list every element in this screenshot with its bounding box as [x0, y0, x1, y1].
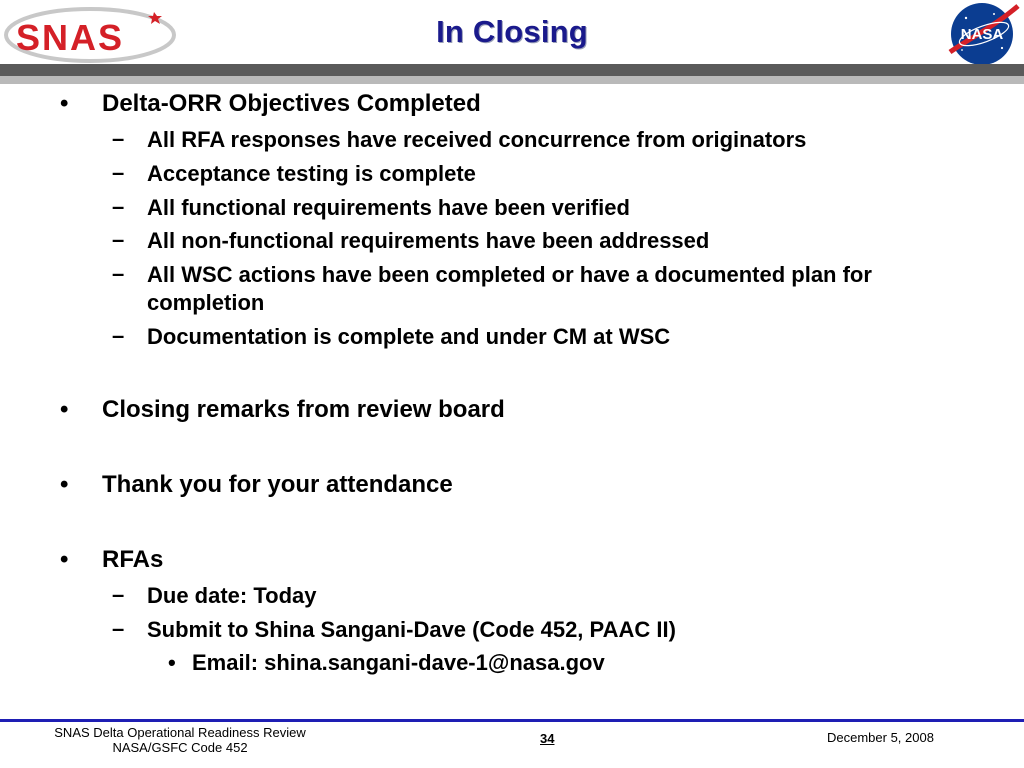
svg-text:NASA: NASA [960, 26, 1004, 43]
footer-date: December 5, 2008 [827, 730, 934, 745]
footer-presentation-info [30, 725, 330, 755]
slide-title: In Closing [436, 14, 588, 49]
svg-text:SNAS: SNAS [16, 17, 125, 58]
footer-org-code: NASA/GSFC Code 452 [112, 740, 248, 755]
slide-header [0, 0, 1024, 72]
page-number: 34 [540, 731, 555, 746]
footer-rule [0, 719, 1024, 722]
nasa-meatball-logo [944, 0, 1020, 68]
header-bar-dark [0, 64, 1024, 76]
header-bar-light [0, 76, 1024, 84]
footer-review-name: SNAS Delta Operational Readiness Review [54, 725, 306, 740]
